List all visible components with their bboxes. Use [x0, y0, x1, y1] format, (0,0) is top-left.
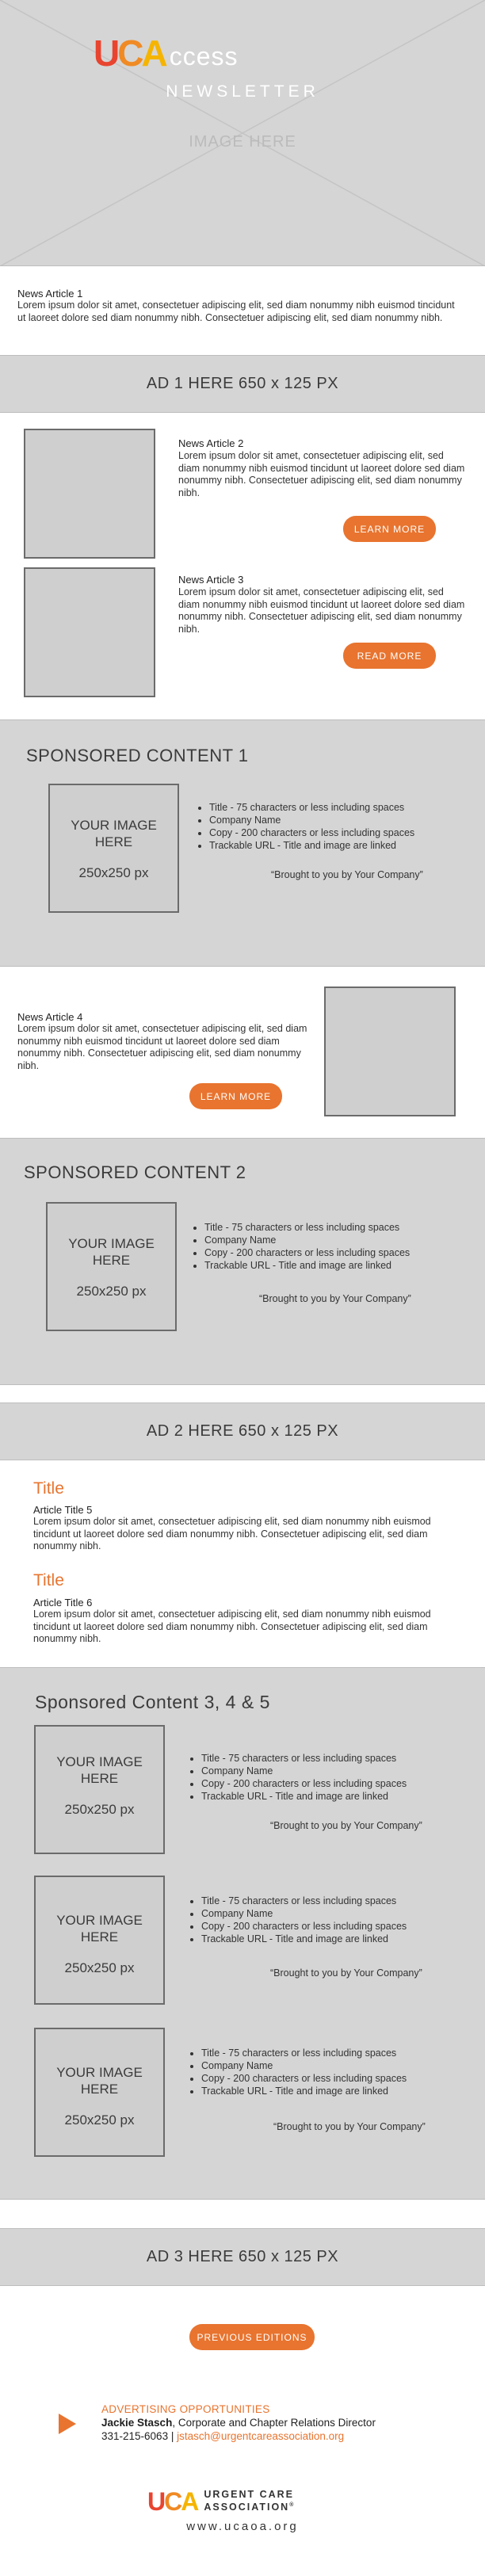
sponsored-345-heading: Sponsored Content 3, 4 & 5 — [35, 1692, 270, 1712]
list-item: • Company Name — [209, 814, 414, 826]
ad-3-banner[interactable] — [0, 2228, 485, 2286]
article-4-title[interactable]: News Article 4 — [17, 1011, 83, 1023]
brand-line-2-text: ASSOCIATION — [204, 2502, 290, 2513]
sponsored-4-image-size: 250x250 px — [64, 1960, 135, 1975]
sponsored-1-image-line2: HERE — [94, 834, 133, 849]
play-arrow-icon — [57, 2412, 78, 2436]
article-2-body: Lorem ipsum dolor sit amet, consectetuer adipiscing elit, sed diam nonummy nibh euismod tincidunt ut laoreet dolore sed diam nonummy nibh. Consectetuer adipiscing elit, sed diam nonummy nibh. — [178, 450, 465, 498]
list-item: • Copy - 200 characters or less including spaces — [201, 1920, 407, 1933]
list-item: • Trackable URL - Title and image are linked — [201, 1933, 407, 1945]
ad-3-label: AD 3 HERE 650 x 125 PX — [146, 2248, 339, 2265]
sponsored-3-image-line2: HERE — [80, 1771, 119, 1786]
list-item: • Company Name — [201, 1765, 407, 1777]
article-6-title[interactable]: Article Title 6 — [33, 1597, 93, 1609]
sponsored-4-bullets — [190, 1895, 407, 1945]
sponsored-3-bullets — [190, 1752, 407, 1803]
sponsored-5-image[interactable] — [34, 2028, 165, 2157]
list-item: • Title - 75 characters or less including spaces — [201, 2047, 407, 2059]
list-item: • Copy - 200 characters or less including spaces — [204, 1246, 410, 1259]
sponsored-3-image-size: 250x250 px — [64, 1802, 135, 1817]
hero-banner — [0, 0, 485, 266]
list-item: • Title - 75 characters or less including spaces — [201, 1895, 407, 1907]
sponsored-1-image-line1: YOUR IMAGE — [71, 818, 157, 833]
ad-2-label: AD 2 HERE 650 x 125 PX — [146, 1422, 339, 1440]
sponsored-content-1 — [0, 719, 485, 967]
logo-access-text: ccess — [169, 42, 239, 71]
sponsored-5-bullets — [190, 2047, 407, 2097]
ad-1-banner[interactable] — [0, 355, 485, 413]
list-item: • Copy - 200 characters or less including spaces — [201, 1777, 407, 1790]
image-here-label: IMAGE HERE — [189, 133, 296, 151]
list-item: • Company Name — [201, 2059, 407, 2072]
ad-1-label: AD 1 HERE 650 x 125 PX — [146, 375, 339, 392]
sponsored-content-2 — [0, 1138, 485, 1385]
list-item: • Company Name — [201, 1907, 407, 1920]
article-5-title[interactable]: Article Title 5 — [33, 1504, 93, 1516]
sponsored-2-heading: SPONSORED CONTENT 2 — [24, 1162, 246, 1182]
list-item: • Title - 75 characters or less including spaces — [204, 1221, 410, 1234]
previous-editions-button[interactable]: PREVIOUS EDITIONS — [189, 2324, 315, 2350]
article-6-body: Lorem ipsum dolor sit amet, consectetuer adipiscing elit, sed diam nonummy nibh euismod tincidunt ut laoreet dolore sed diam nonummy nibh. Consectetuer adipiscing elit, sed diam nonummy nibh. — [33, 1609, 431, 1644]
contact-separator: | — [168, 2430, 178, 2442]
contact-name: Jackie Stasch — [101, 2417, 173, 2429]
title-heading-2: Title — [33, 1571, 64, 1589]
article-3-body: Lorem ipsum dolor sit amet, consectetuer adipiscing elit, sed diam nonummy nibh euismod tincidunt ut laoreet dolore sed diam nonummy nibh. Consectetuer adipiscing elit, sed diam nonummy nibh. — [178, 586, 465, 635]
contact-role: , Corporate and Chapter Relations Director — [172, 2417, 376, 2429]
title-heading-1: Title — [33, 1479, 64, 1498]
sponsored-content-3-4-5 — [0, 1667, 485, 2200]
article-4-image[interactable] — [324, 987, 456, 1116]
sponsored-3-image[interactable] — [34, 1725, 165, 1854]
sponsored-5-image-line2: HERE — [80, 2082, 119, 2097]
article-3-title[interactable]: News Article 3 — [178, 574, 244, 586]
newsletter-label: NEWSLETTER — [166, 82, 319, 101]
sponsored-3-image-line1: YOUR IMAGE — [56, 1754, 143, 1769]
sponsored-5-brought-by: “Brought to you by Your Company” — [273, 2121, 426, 2132]
list-item: • Copy - 200 characters or less including spaces — [201, 2072, 407, 2085]
article-2-title[interactable]: News Article 2 — [178, 437, 244, 449]
article-2-image[interactable] — [24, 429, 155, 559]
article-5-body: Lorem ipsum dolor sit amet, consectetuer adipiscing elit, sed diam nonummy nibh euismod tincidunt ut laoreet dolore sed diam nonummy nibh. Consectetuer adipiscing elit, sed diam nonummy nibh. — [33, 1516, 431, 1551]
sponsored-2-brought-by: “Brought to you by Your Company” — [259, 1293, 411, 1304]
list-item: • Trackable URL - Title and image are linked — [209, 839, 414, 852]
article-4-learn-more-button[interactable]: LEARN MORE — [189, 1083, 282, 1109]
sponsored-4-image-line1: YOUR IMAGE — [56, 1913, 143, 1928]
list-item: • Title - 75 characters or less including spaces — [201, 1752, 407, 1765]
article-1-title[interactable]: News Article 1 — [17, 288, 83, 300]
contact-email-link[interactable]: jstasch@urgentcareassociation.org — [177, 2430, 345, 2442]
sponsored-5-image-size: 250x250 px — [64, 2112, 135, 2128]
contact-phone: 331-215-6063 — [101, 2430, 169, 2442]
article-2-learn-more-button[interactable]: LEARN MORE — [343, 516, 436, 542]
list-item: • Title - 75 characters or less including spaces — [209, 801, 414, 814]
sponsored-2-image-size: 250x250 px — [76, 1284, 147, 1299]
sponsored-2-image-line2: HERE — [92, 1253, 131, 1268]
uca-access-logo: U C A ccess — [94, 32, 239, 74]
sponsored-1-brought-by: “Brought to you by Your Company” — [271, 869, 423, 880]
sponsored-1-image[interactable] — [48, 784, 179, 913]
article-4-body: Lorem ipsum dolor sit amet, consectetuer adipiscing elit, sed diam nonummy nibh euismod tincidunt ut laoreet dolore sed diam nonummy nibh. Consectetuer adipiscing elit, sed diam nonummy nibh. — [17, 1023, 307, 1071]
sponsored-1-image-size: 250x250 px — [78, 865, 149, 880]
brand-line-1: URGENT CARE — [204, 2489, 294, 2501]
sponsored-3-brought-by: “Brought to you by Your Company” — [270, 1820, 422, 1831]
article-3-image[interactable] — [24, 567, 155, 697]
sponsored-2-image-line1: YOUR IMAGE — [68, 1236, 155, 1251]
article-3-read-more-button[interactable]: READ MORE — [343, 643, 436, 669]
ad-2-banner[interactable] — [0, 1402, 485, 1460]
brand-line-2 — [204, 2500, 295, 2513]
sponsored-1-heading: SPONSORED CONTENT 1 — [26, 746, 249, 765]
contact-line — [101, 2417, 376, 2429]
uca-footer-logo[interactable]: U C A URGENT CARE ASSOCIATION® — [147, 2487, 296, 2516]
list-item: • Trackable URL - Title and image are linked — [201, 1790, 407, 1803]
sponsored-1-bullets — [198, 801, 414, 852]
list-item: • Trackable URL - Title and image are linked — [201, 2085, 407, 2097]
sponsored-4-image-line2: HERE — [80, 1929, 119, 1944]
list-item: • Copy - 200 characters or less including spaces — [209, 826, 414, 839]
sponsored-2-image[interactable] — [46, 1202, 177, 1331]
website-link[interactable]: www.ucaoa.org — [186, 2520, 299, 2533]
sponsored-4-image[interactable] — [34, 1876, 165, 2005]
advertising-heading: ADVERTISING OPPORTUNITIES — [101, 2403, 270, 2415]
sponsored-2-bullets — [193, 1221, 410, 1272]
list-item: • Trackable URL - Title and image are linked — [204, 1259, 410, 1272]
article-1-body: Lorem ipsum dolor sit amet, consectetuer adipiscing elit, sed diam nonummy nibh euismod tincidunt ut laoreet dolore sed diam nonummy nibh. Consectetuer adipiscing elit, sed diam nonummy nibh. — [17, 300, 455, 323]
sponsored-5-image-line1: YOUR IMAGE — [56, 2065, 143, 2080]
contact-info-line — [101, 2430, 344, 2442]
registered-mark: ® — [289, 2502, 296, 2509]
sponsored-4-brought-by: “Brought to you by Your Company” — [270, 1967, 422, 1979]
list-item: • Company Name — [204, 1234, 410, 1246]
